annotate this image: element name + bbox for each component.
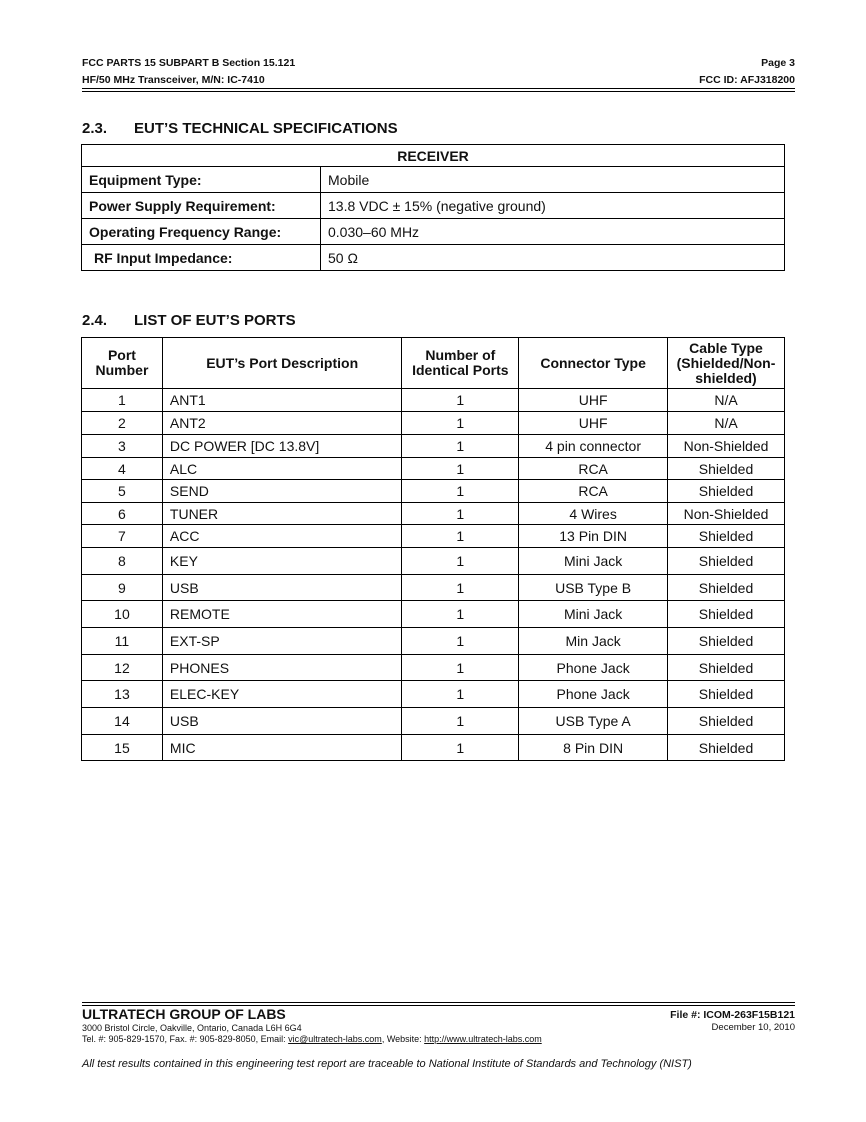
section-title: EUT’S TECHNICAL SPECIFICATIONS (134, 120, 398, 137)
connector-type-cell: UHF (519, 389, 668, 412)
header-rule (82, 88, 795, 92)
identical-ports-cell: 1 (402, 503, 519, 525)
cable-type-cell: Shielded (668, 525, 785, 548)
port-description-cell: SEND (162, 480, 402, 503)
cable-type-cell: Shielded (668, 628, 785, 655)
table-row (82, 575, 785, 601)
port-description-cell: ACC (162, 525, 402, 548)
table-header-row (82, 338, 785, 389)
spec-label: RF Input Impedance: (82, 245, 321, 271)
footer-company: ULTRATECH GROUP OF LABS (82, 1006, 286, 1022)
connector-type-cell: RCA (519, 480, 668, 503)
table-row (82, 167, 785, 193)
ports-table (81, 337, 785, 761)
col-header-port-number: Port Number (82, 338, 163, 389)
port-number-cell: 4 (82, 458, 163, 480)
identical-ports-cell: 1 (402, 435, 519, 458)
identical-ports-cell: 1 (402, 525, 519, 548)
port-description-cell: DC POWER [DC 13.8V] (162, 435, 402, 458)
table-row (82, 628, 785, 655)
port-description-cell: TUNER (162, 503, 402, 525)
footer-date: December 10, 2010 (711, 1022, 795, 1033)
table-row (82, 458, 785, 480)
table-row (82, 601, 785, 628)
connector-type-cell: Mini Jack (519, 601, 668, 628)
table-row (82, 245, 785, 271)
header-page: Page 3 (761, 57, 795, 69)
spec-label: Power Supply Requirement: (82, 193, 321, 219)
cable-type-cell: Shielded (668, 601, 785, 628)
identical-ports-cell: 1 (402, 628, 519, 655)
section-ports-heading (82, 312, 296, 329)
cable-type-cell: Shielded (668, 480, 785, 503)
identical-ports-cell: 1 (402, 575, 519, 601)
port-description-cell: KEY (162, 548, 402, 575)
connector-type-cell: Min Jack (519, 628, 668, 655)
port-description-cell: MIC (162, 735, 402, 761)
port-number-cell: 10 (82, 601, 163, 628)
col-header-description: EUT’s Port Description (162, 338, 402, 389)
footer-email-link[interactable]: vic@ultratech-labs.com (288, 1034, 382, 1044)
table-row (82, 435, 785, 458)
footer-contact: Tel. #: 905-829-1570, Fax. #: 905-829-8050, Email: vic@ultratech-labs.com, Website: http://www.ultratech-labs.com (82, 1034, 542, 1044)
port-description-cell: EXT-SP (162, 628, 402, 655)
table-row (82, 681, 785, 708)
identical-ports-cell: 1 (402, 548, 519, 575)
cable-type-cell: N/A (668, 389, 785, 412)
footer-nist-note: All test results contained in this engineering test report are traceable to National Institute of Standards and Technology (NIST) (82, 1058, 692, 1070)
section-number: 2.3. (82, 120, 108, 137)
spec-value: 13.8 VDC ± 15% (negative ground) (321, 193, 785, 219)
identical-ports-cell: 1 (402, 412, 519, 435)
table-row (82, 548, 785, 575)
header-left-line1: FCC PARTS 15 SUBPART B Section 15.121 (82, 57, 296, 69)
spec-value: 0.030–60 MHz (321, 219, 785, 245)
identical-ports-cell: 1 (402, 681, 519, 708)
connector-type-cell: 4 Wires (519, 503, 668, 525)
port-number-cell: 9 (82, 575, 163, 601)
connector-type-cell: 13 Pin DIN (519, 525, 668, 548)
port-number-cell: 6 (82, 503, 163, 525)
connector-type-cell: 4 pin connector (519, 435, 668, 458)
port-description-cell: REMOTE (162, 601, 402, 628)
table-row (82, 193, 785, 219)
connector-type-cell: USB Type B (519, 575, 668, 601)
port-description-cell: USB (162, 575, 402, 601)
identical-ports-cell: 1 (402, 735, 519, 761)
connector-type-cell: Phone Jack (519, 681, 668, 708)
cable-type-cell: Non-Shielded (668, 503, 785, 525)
col-header-cable: Cable Type (Shielded/Non- shielded) (668, 338, 785, 389)
cable-type-cell: Shielded (668, 655, 785, 681)
spec-value: Mobile (321, 167, 785, 193)
port-description-cell: ANT2 (162, 412, 402, 435)
port-description-cell: ANT1 (162, 389, 402, 412)
port-description-cell: USB (162, 708, 402, 735)
port-description-cell: ALC (162, 458, 402, 480)
port-number-cell: 2 (82, 412, 163, 435)
connector-type-cell: UHF (519, 412, 668, 435)
table-row (82, 735, 785, 761)
cable-type-cell: N/A (668, 412, 785, 435)
connector-type-cell: Mini Jack (519, 548, 668, 575)
connector-type-cell: USB Type A (519, 708, 668, 735)
port-number-cell: 12 (82, 655, 163, 681)
cable-type-cell: Non-Shielded (668, 435, 785, 458)
spec-value: 50 Ω (321, 245, 785, 271)
port-description-cell: PHONES (162, 655, 402, 681)
cable-type-cell: Shielded (668, 458, 785, 480)
identical-ports-cell: 1 (402, 480, 519, 503)
identical-ports-cell: 1 (402, 655, 519, 681)
port-number-cell: 11 (82, 628, 163, 655)
cable-type-cell: Shielded (668, 735, 785, 761)
connector-type-cell: RCA (519, 458, 668, 480)
identical-ports-cell: 1 (402, 601, 519, 628)
col-header-identical: Number of Identical Ports (402, 338, 519, 389)
port-number-cell: 15 (82, 735, 163, 761)
port-number-cell: 1 (82, 389, 163, 412)
table-row (82, 219, 785, 245)
cable-type-cell: Shielded (668, 548, 785, 575)
port-description-cell: ELEC-KEY (162, 681, 402, 708)
table-row (82, 412, 785, 435)
section-number: 2.4. (82, 312, 108, 329)
section-title: LIST OF EUT’S PORTS (134, 312, 296, 329)
cable-type-cell: Shielded (668, 708, 785, 735)
table-row (82, 708, 785, 735)
table-row (82, 655, 785, 681)
port-number-cell: 3 (82, 435, 163, 458)
spec-label: Equipment Type: (82, 167, 321, 193)
identical-ports-cell: 1 (402, 389, 519, 412)
port-number-cell: 7 (82, 525, 163, 548)
cable-type-cell: Shielded (668, 681, 785, 708)
table-row (82, 503, 785, 525)
header-fcc-id: FCC ID: AFJ318200 (699, 74, 795, 86)
port-number-cell: 14 (82, 708, 163, 735)
table-row (82, 525, 785, 548)
footer-file-number: File #: ICOM-263F15B121 (670, 1009, 795, 1021)
footer-website-link[interactable]: http://www.ultratech-labs.com (424, 1034, 542, 1044)
port-number-cell: 13 (82, 681, 163, 708)
header-left-line2: HF/50 MHz Transceiver, M/N: IC-7410 (82, 74, 265, 86)
spec-table (81, 144, 785, 271)
cable-type-cell: Shielded (668, 575, 785, 601)
port-number-cell: 5 (82, 480, 163, 503)
identical-ports-cell: 1 (402, 458, 519, 480)
spec-table-heading: RECEIVER (82, 145, 785, 167)
spec-label: Operating Frequency Range: (82, 219, 321, 245)
table-row (82, 389, 785, 412)
section-specs-heading (82, 120, 398, 137)
connector-type-cell: Phone Jack (519, 655, 668, 681)
footer-address: 3000 Bristol Circle, Oakville, Ontario, Canada L6H 6G4 (82, 1023, 302, 1033)
identical-ports-cell: 1 (402, 708, 519, 735)
connector-type-cell: 8 Pin DIN (519, 735, 668, 761)
table-row (82, 480, 785, 503)
port-number-cell: 8 (82, 548, 163, 575)
col-header-connector: Connector Type (519, 338, 668, 389)
